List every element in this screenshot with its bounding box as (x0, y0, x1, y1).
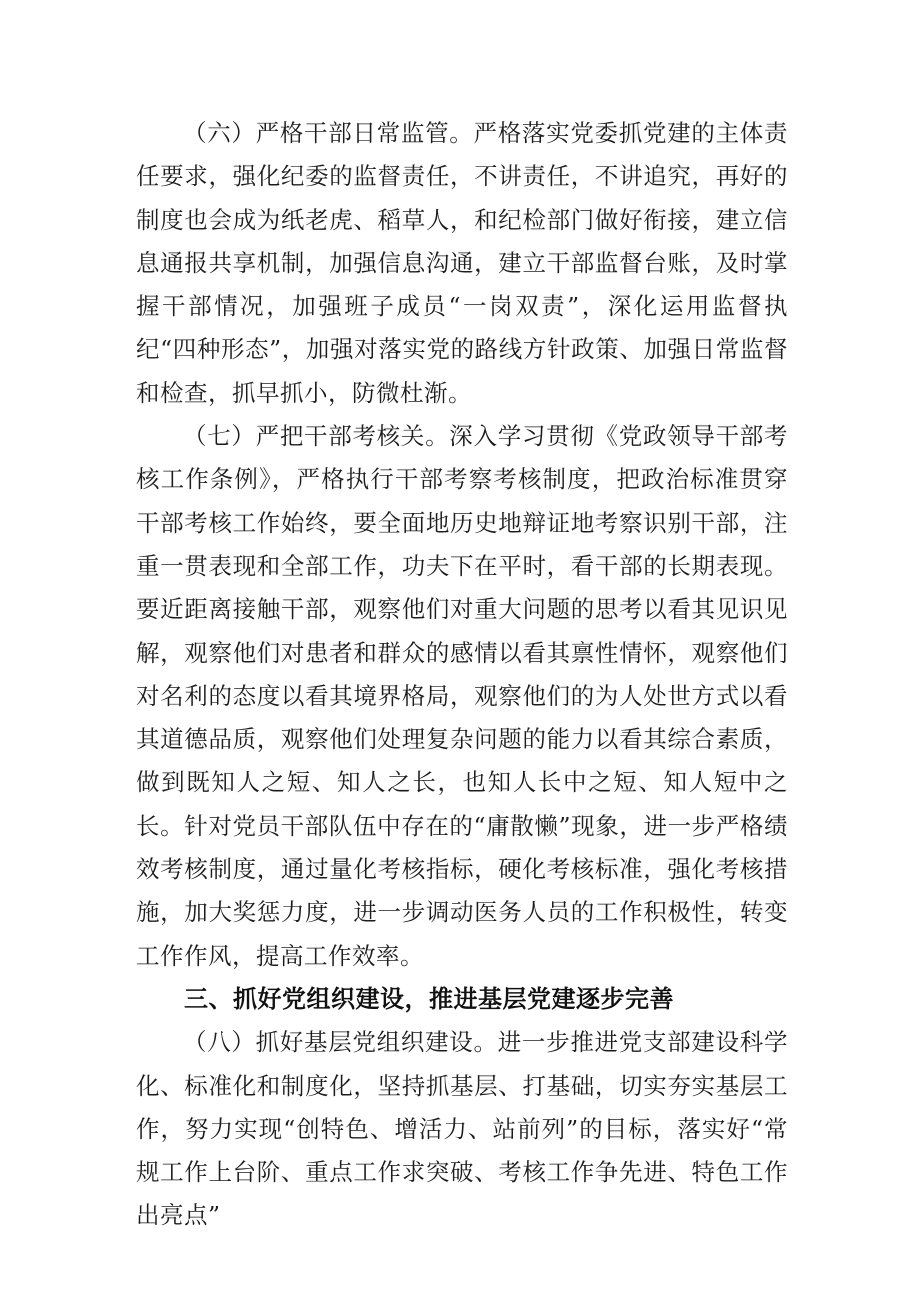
paragraph-eight: （八）抓好基层党组织建设。进一步推进党支部建设科学化、标准化和制度化，坚持抓基层、打基础，切实夯实基层工作，努力实现“创特色、增活力、站前列”的目标，落实好“常规工作上台阶、重点工作求突破、考核工作争先进、特色工作出亮点” (136, 1028, 788, 1230)
paragraph-seven: （七）严把干部考核关。深入学习贯彻《党政领导干部考核工作条例》，严格执行干部考察考核制度，把政治标准贯穿干部考核工作始终，要全面地历史地辩证地考察识别干部，注重一贯表现和全部工作，功夫下在平时，看干部的长期表现。要近距离接触干部，观察他们对重大问题的思考以看其见识见解，观察他们对患者和群众的感情以看其禀性情怀，观察他们对名利的态度以看其境界格局，观察他们的为人处世方式以看其道德品质，观察他们处理复杂问题的能力以看其综合素质，做到既知人之短、知人之长，也知人长中之短、知人短中之长。针对党员干部队伍中存在的“庸散懒”现象，进一步严格绩效考核制度，通过量化考核指标，硬化考核标准，强化考核措施，加大奖惩力度，进一步调动医务人员的工作积极性，转变工作作风，提高工作效率。 (136, 422, 788, 970)
document-body (136, 112, 788, 1238)
paragraph-six: （六）严格干部日常监管。严格落实党委抓党建的主体责任要求，强化纪委的监督责任，不讲责任，不讲追究，再好的制度也会成为纸老虎、稻草人，和纪检部门做好衔接，建立信息通报共享机制，加强信息沟通，建立干部监督台账，及时掌握干部情况，加强班子成员“一岗双责”，深化运用监督执纪“四种形态”，加强对落实党的路线方针政策、加强日常监督和检查，抓早抓小，防微杜渐。 (136, 119, 788, 407)
section-heading-three: 三、抓好党组织建设，推进基层党建逐步完善 (184, 984, 674, 1013)
